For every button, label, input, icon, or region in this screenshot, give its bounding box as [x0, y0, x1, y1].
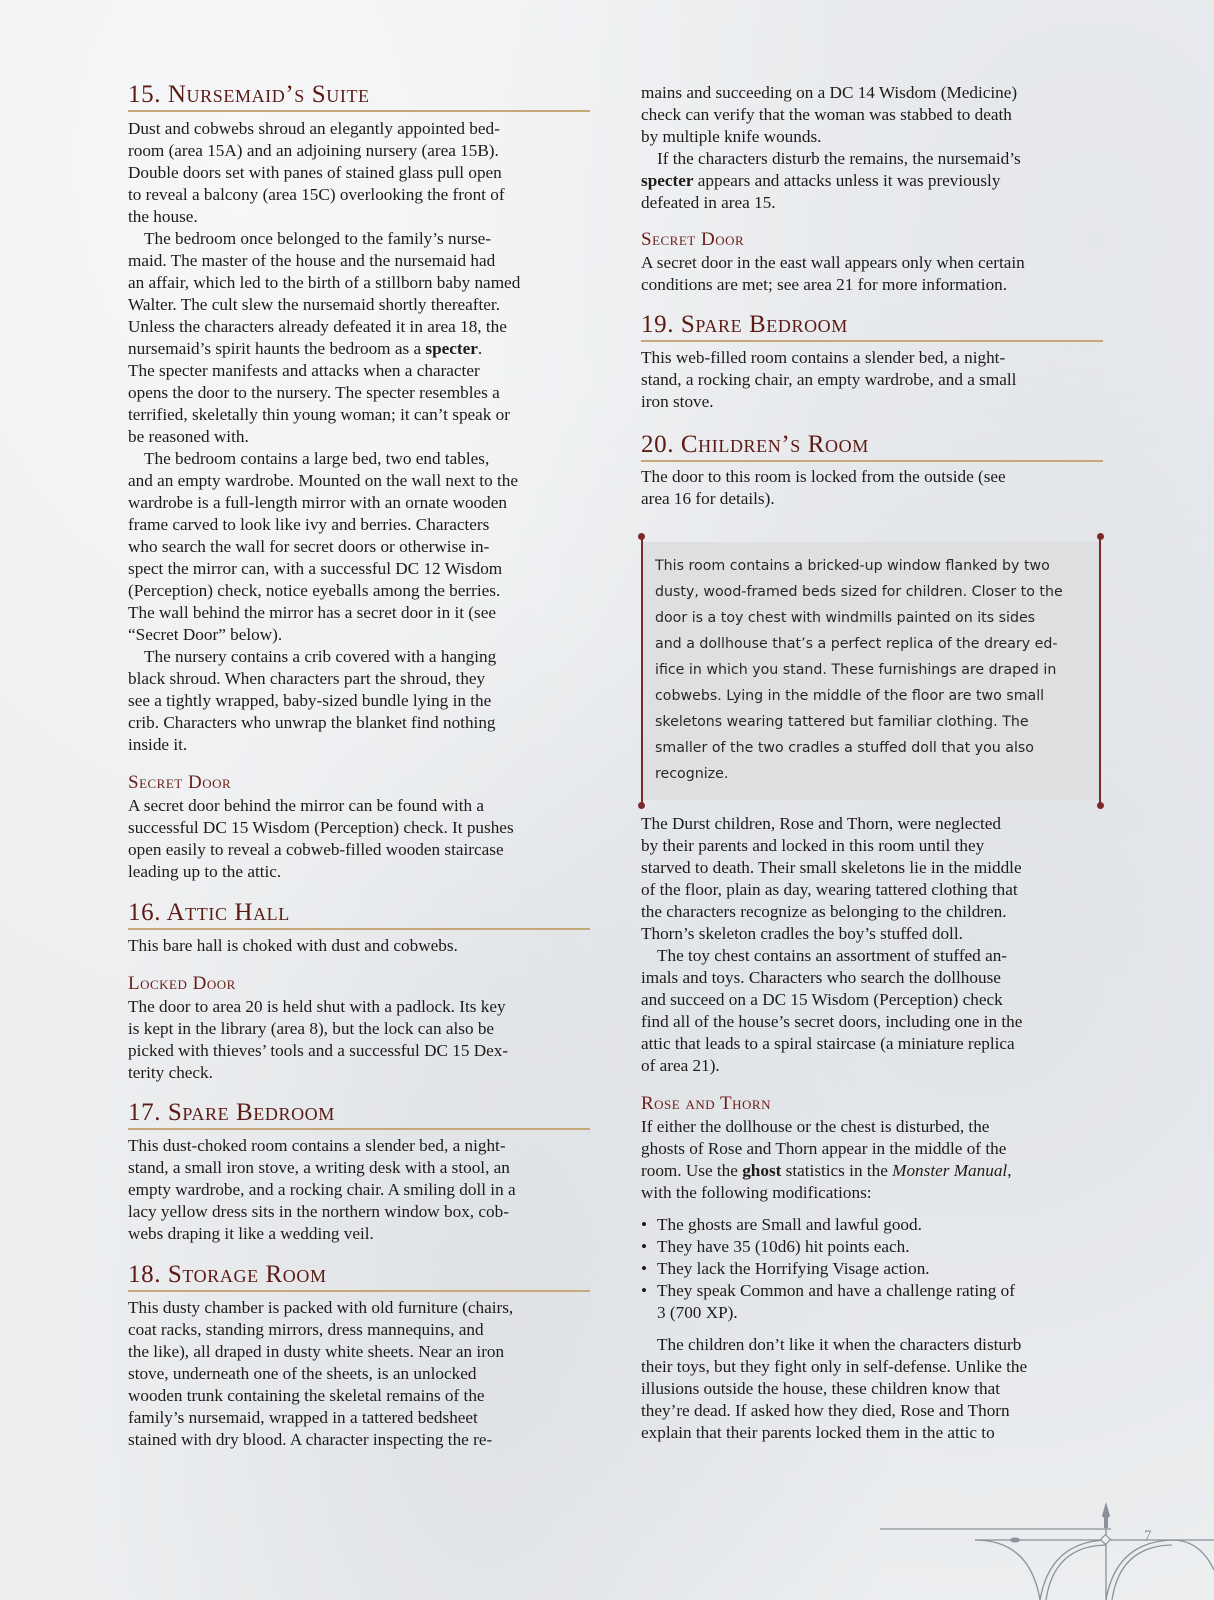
body-line: an affair, which led to the birth of a stillborn baby named — [128, 273, 521, 292]
boxed-line: cobwebs. Lying in the middle of the floor are two small — [655, 688, 1045, 704]
body-line: and an empty wardrobe. Mounted on the wall next to the — [128, 471, 518, 490]
text-span: nursemaid’s spirit haunts the bedroom as a — [128, 339, 426, 358]
body-line: The wall behind the mirror has a secret door in it (see — [128, 603, 496, 622]
box-border-right — [1099, 536, 1101, 806]
bullet-text: They speak Common and have a challenge rating of — [657, 1281, 1015, 1300]
creature-name-specter: specter — [641, 171, 694, 190]
body-line: A secret door behind the mirror can be found with a — [128, 796, 485, 815]
body-line: The bedroom contains a large bed, two end tables, — [144, 449, 490, 468]
body-line: of the floor, plain as day, wearing tattered clothing that — [641, 880, 1018, 899]
body-line: The bedroom once belonged to the family’s nurse- — [144, 229, 491, 248]
body-line: This bare hall is choked with dust and cobwebs. — [128, 936, 458, 955]
body-line: Walter. The cult slew the nursemaid shortly thereafter. — [128, 295, 501, 314]
body-line: The door to this room is locked from the outside (see — [641, 467, 1006, 486]
body-line: The nursery contains a crib covered with a hanging — [144, 647, 497, 666]
ornament-finial — [1102, 1502, 1110, 1528]
section-heading-17: 17. Spare Bedroom — [128, 1098, 590, 1130]
body-line: who search the wall for secret doors or otherwise in- — [128, 537, 490, 556]
bullet-icon: • — [641, 1281, 648, 1300]
body-line: The specter manifests and attacks when a character — [128, 361, 480, 380]
body-line — [128, 338, 482, 360]
body-line: Thorn’s skeleton cradles the boy’s stuffed doll. — [641, 924, 963, 943]
box-corner-knob — [638, 533, 645, 540]
body-line: terity check. — [128, 1063, 213, 1082]
body-line: The door to area 20 is held shut with a padlock. Its key — [128, 997, 506, 1016]
bullet-text: The ghosts are Small and lawful good. — [657, 1215, 922, 1234]
body-line: The toy chest contains an assortment of stuffed an- — [657, 946, 1008, 965]
body-line: Dust and cobwebs shroud an elegantly appointed bed- — [128, 119, 500, 138]
body-line: terrified, skeletally thin young woman; it can’t speak or — [128, 405, 511, 424]
read-aloud-box — [641, 542, 1101, 800]
body-line: crib. Characters who unwrap the blanket find nothing — [128, 713, 496, 732]
body-line: stand, a rocking chair, an empty wardrobe, and a small — [641, 370, 1017, 389]
body-line: see a tightly wrapped, baby-sized bundle lying in the — [128, 691, 492, 710]
bullet-item — [641, 1236, 910, 1258]
body-line: stained with dry blood. A character inspecting the re- — [128, 1430, 493, 1449]
subheading-secret-door: Secret Door — [641, 229, 745, 250]
book-title: Monster Manual — [892, 1161, 1008, 1180]
creature-name-specter: specter — [425, 339, 478, 358]
body-line: opens the door to the nursery. The specter resembles a — [128, 383, 500, 402]
bullet-item — [641, 1214, 922, 1236]
body-line: wooden trunk containing the skeletal remains of the — [128, 1386, 485, 1405]
body-line: with the following modifications: — [641, 1183, 872, 1202]
boxed-line: recognize. — [655, 766, 729, 782]
body-line: stand, a small iron stove, a writing desk with a stool, an — [128, 1158, 510, 1177]
section-heading-20: 20. Children’s Room — [641, 430, 1103, 462]
body-line: they’re dead. If asked how they died, Rose and Thorn — [641, 1401, 1010, 1420]
body-line: This dust-choked room contains a slender bed, a night- — [128, 1136, 506, 1155]
body-line: the house. — [128, 207, 198, 226]
body-line: the characters recognize as belonging to the children. — [641, 902, 1007, 921]
body-line: family’s nursemaid, wrapped in a tattered bedsheet — [128, 1408, 478, 1427]
bullet-continuation: 3 (700 XP). — [657, 1303, 738, 1322]
body-line: and succeed on a DC 15 Wisdom (Perception) check — [641, 990, 1003, 1009]
body-line: defeated in area 15. — [641, 193, 776, 212]
ornament-arch — [1046, 1545, 1106, 1600]
boxed-line: This room contains a bricked-up window flanked by two — [655, 558, 1050, 574]
creature-name-ghost: ghost — [742, 1161, 782, 1180]
ornament-diamond — [1101, 1535, 1111, 1545]
bullet-text: They lack the Horrifying Visage action. — [657, 1259, 930, 1278]
box-corner-knob — [1097, 802, 1104, 809]
subheading-locked-door: Locked Door — [128, 973, 236, 994]
subheading-rose-and-thorn: Rose and Thorn — [641, 1093, 771, 1114]
body-line: conditions are met; see area 21 for more information. — [641, 275, 1008, 294]
body-line: wardrobe is a full-length mirror with an ornate wooden — [128, 493, 507, 512]
bullet-item — [641, 1280, 1015, 1302]
bullet-icon: • — [641, 1259, 648, 1278]
boxed-line: and a dollhouse that’s a perfect replica of the dreary ed- — [655, 636, 1058, 652]
bullet-text: They have 35 (10d6) hit points each. — [657, 1237, 910, 1256]
ornament-arch — [1106, 1540, 1172, 1600]
body-line: to reveal a balcony (area 15C) overlooking the front of — [128, 185, 505, 204]
body-line: (Perception) check, notice eyeballs among the berries. — [128, 581, 501, 600]
ornament-arch — [1172, 1540, 1214, 1570]
box-border-left — [641, 536, 643, 806]
body-line: ghosts of Rose and Thorn appear in the middle of the — [641, 1139, 1007, 1158]
boxed-line: smaller of the two cradles a stuffed doll that you also — [655, 740, 1034, 756]
boxed-line: ifice in which you stand. These furnishings are draped in — [655, 662, 1057, 678]
bullet-icon: • — [641, 1237, 648, 1256]
body-line — [641, 170, 1000, 192]
body-line: mains and succeeding on a DC 14 Wisdom (Medicine) — [641, 83, 1018, 102]
ornament-bead — [1010, 1538, 1020, 1543]
body-line: stove, underneath one of the sheets, is an unlocked — [128, 1364, 477, 1383]
body-line: of area 21). — [641, 1056, 720, 1075]
body-line: explain that their parents locked them in the attic to — [641, 1423, 995, 1442]
body-line: iron stove. — [641, 392, 714, 411]
body-line: empty wardrobe, and a rocking chair. A smiling doll in a — [128, 1180, 516, 1199]
body-line: webs draping it like a wedding veil. — [128, 1224, 374, 1243]
ornament-arch — [1040, 1540, 1106, 1600]
body-line: If the characters disturb the remains, the nursemaid’s — [657, 149, 1021, 168]
body-line: illusions outside the house, these children know that — [641, 1379, 1000, 1398]
body-line: picked with thieves’ tools and a successful DC 15 Dex- — [128, 1041, 509, 1060]
ornament-arch — [1112, 1545, 1172, 1600]
body-line: lacy yellow dress sits in the northern window box, cob- — [128, 1202, 509, 1221]
text-span: room. Use the — [641, 1161, 743, 1180]
body-line: successful DC 15 Wisdom (Perception) check. It pushes — [128, 818, 514, 837]
body-line: If either the dollhouse or the chest is disturbed, the — [641, 1117, 990, 1136]
body-line: attic that leads to a spiral staircase (a miniature replica — [641, 1034, 1015, 1053]
arch-ornament-icon — [880, 1450, 1214, 1600]
body-line: coat racks, standing mirrors, dress mannequins, and — [128, 1320, 484, 1339]
body-line: is kept in the library (area 8), but the lock can also be — [128, 1019, 495, 1038]
body-line: The children don’t like it when the characters disturb — [657, 1335, 1022, 1354]
body-line: frame carved to look like ivy and berries. Characters — [128, 515, 490, 534]
text-span: appears and attacks unless it was previously — [693, 171, 1001, 190]
text-span: statistics in the — [781, 1161, 893, 1180]
body-line: leading up to the attic. — [128, 862, 282, 881]
body-line: find all of the house’s secret doors, including one in the — [641, 1012, 1023, 1031]
boxed-line: dusty, wood-framed beds sized for children. Closer to the — [655, 584, 1063, 600]
body-line: by their parents and locked in this room until they — [641, 836, 985, 855]
body-line: A secret door in the east wall appears only when certain — [641, 253, 1025, 272]
body-line: imals and toys. Characters who search the dollhouse — [641, 968, 1001, 987]
bullet-item — [641, 1258, 930, 1280]
section-heading-18: 18. Storage Room — [128, 1260, 590, 1292]
text-span: . — [477, 339, 483, 358]
boxed-line: skeletons wearing tattered but familiar clothing. The — [655, 714, 1029, 730]
box-corner-knob — [1097, 533, 1104, 540]
bullet-icon: • — [641, 1215, 648, 1234]
boxed-line: door is a toy chest with windmills painted on its sides — [655, 610, 1036, 626]
box-corner-knob — [638, 802, 645, 809]
body-line: Unless the characters already defeated it in area 18, the — [128, 317, 507, 336]
subheading-secret-door: Secret Door — [128, 772, 232, 793]
body-line: “Secret Door” below). — [128, 625, 283, 644]
body-line: inside it. — [128, 735, 188, 754]
body-line: the like), all draped in dusty white sheets. Near an iron — [128, 1342, 505, 1361]
section-heading-19: 19. Spare Bedroom — [641, 310, 1103, 342]
body-line: check can verify that the woman was stabbed to death — [641, 105, 1012, 124]
body-line: maid. The master of the house and the nursemaid had — [128, 251, 496, 270]
body-line: This dusty chamber is packed with old furniture (chairs, — [128, 1298, 514, 1317]
body-line: by multiple knife wounds. — [641, 127, 822, 146]
text-span: , — [1007, 1161, 1012, 1180]
body-line: area 16 for details). — [641, 489, 775, 508]
body-line: black shroud. When characters part the shroud, they — [128, 669, 486, 688]
body-line: Double doors set with panes of stained glass pull open — [128, 163, 502, 182]
body-line: room (area 15A) and an adjoining nursery (area 15B). — [128, 141, 499, 160]
section-heading-16: 16. Attic Hall — [128, 898, 590, 930]
section-heading-15: 15. Nursemaid’s Suite — [128, 80, 590, 112]
body-line: spect the mirror can, with a successful DC 12 Wisdom — [128, 559, 503, 578]
page-number: 7 — [1144, 1528, 1152, 1544]
body-line — [641, 1160, 1012, 1182]
body-line: their toys, but they fight only in self-defense. Unlike the — [641, 1357, 1028, 1376]
body-line: be reasoned with. — [128, 427, 249, 446]
body-line: open easily to reveal a cobweb-filled wooden staircase — [128, 840, 504, 859]
body-line: The Durst children, Rose and Thorn, were neglected — [641, 814, 1002, 833]
body-line: This web-filled room contains a slender bed, a night- — [641, 348, 1006, 367]
ornament-arch — [975, 1540, 1040, 1600]
body-line: starved to death. Their small skeletons lie in the middle — [641, 858, 1022, 877]
